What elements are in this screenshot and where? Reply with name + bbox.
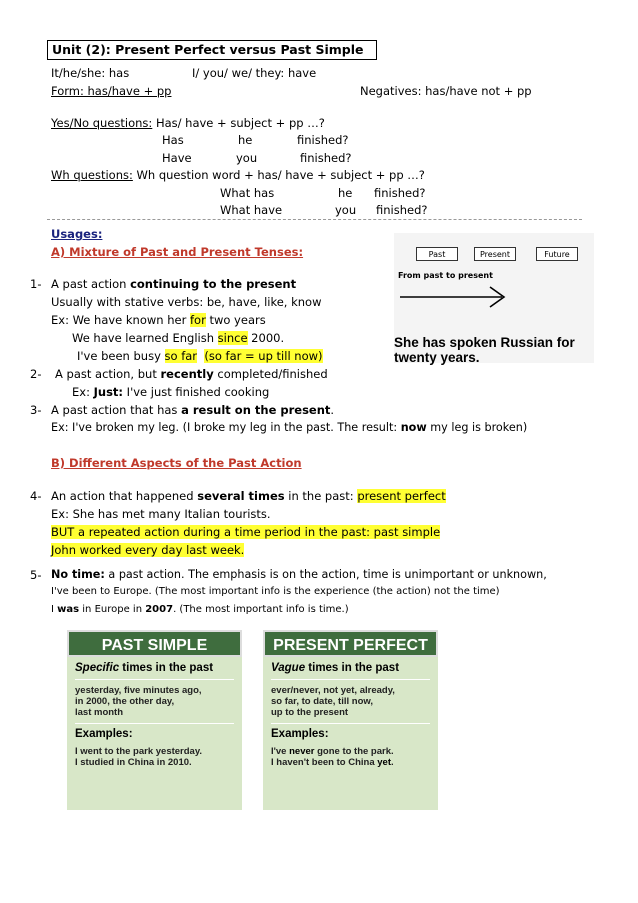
- timeline-quote: [394, 335, 575, 365]
- item4-highlight: present perfect: [357, 489, 446, 503]
- past-simple-example-1: I went to the park yesterday.: [75, 746, 203, 757]
- item3-example: [51, 421, 527, 434]
- item1-ex2-a: We have learned English: [72, 331, 218, 345]
- present-perfect-keyword-line: [271, 663, 430, 674]
- item1-ex3-highlight-1: so far: [164, 349, 198, 363]
- item4-post: in the past:: [284, 489, 358, 503]
- present-perfect-keyword: Vague: [271, 662, 306, 674]
- item1-example-3: [77, 349, 323, 363]
- wh-what-have: What have: [220, 203, 283, 217]
- section-divider: [47, 219, 582, 220]
- yesno-rule: Has/ have + subject + pp …?: [152, 116, 325, 130]
- item1-example-1: [51, 313, 266, 327]
- item1-ex1-a: Ex: We have known her: [51, 313, 190, 327]
- item1-pre: A past action: [51, 277, 131, 291]
- item3-ex-bold: now: [400, 421, 427, 434]
- yesno-you: you: [236, 151, 258, 165]
- past-simple-time-3: last month: [75, 707, 124, 718]
- arrow-right-icon: [398, 283, 508, 311]
- item2-post: completed/finished: [213, 367, 328, 381]
- yesno-line: [51, 116, 325, 130]
- past-simple-example-2: I studied in China in 2010.: [75, 757, 192, 768]
- item1-ex3-a: I've been busy: [77, 349, 165, 363]
- pp-ex2-c: .: [390, 757, 394, 768]
- item1-ex2-highlight: since: [217, 331, 248, 345]
- pronoun-have: I/ you/ we/ they: have: [192, 66, 317, 80]
- wh-he: he: [338, 186, 353, 200]
- item2-pre: A past action, but: [55, 367, 161, 381]
- pp-ex2-yet: yet: [377, 757, 391, 768]
- item2-ex-c: I've just finished cooking: [123, 385, 270, 399]
- wh-line: [51, 168, 425, 182]
- item4-bold: several times: [197, 489, 285, 503]
- item5-post: a past action. The emphasis is on the action, time is unimportant or unknown,: [104, 568, 547, 581]
- item5-ex2-was: was: [57, 604, 80, 615]
- item5-example-1: I've been to Europe. (The most important info is the experience (the action) not the time): [51, 586, 500, 597]
- section-a-heading: A) Mixture of Past and Present Tenses:: [51, 245, 304, 259]
- item5-ex2-a: I: [51, 604, 58, 615]
- item1-ex2-b: 2000.: [247, 331, 285, 345]
- past-simple-examples-label: Examples:: [75, 728, 133, 740]
- item2-bold: recently: [160, 367, 214, 381]
- wh-finished-1: finished?: [374, 186, 426, 200]
- form-rule: Form: has/have + pp: [51, 84, 172, 98]
- present-perfect-examples-label: Examples:: [271, 728, 329, 740]
- present-perfect-time-3: up to the present: [271, 707, 349, 718]
- item2-ex-bold: Just:: [93, 385, 124, 399]
- timeline-quote-line-1: She has spoken Russian for: [394, 335, 575, 350]
- pp-ex1-c: gone to the park.: [314, 746, 394, 757]
- item5-line: [51, 568, 547, 581]
- item4-number: 4-: [30, 489, 42, 503]
- past-simple-time-2: in 2000, the other day,: [75, 696, 175, 707]
- timeline-figure: [394, 233, 594, 363]
- item1-number: 1-: [30, 277, 42, 291]
- yesno-finished-1: finished?: [297, 133, 349, 147]
- item2-number: 2-: [30, 367, 42, 381]
- item3-ex-a: Ex: I've broken my leg. (I broke my leg in the past. The result:: [51, 421, 401, 434]
- yesno-he: he: [238, 133, 253, 147]
- item1-ex3-highlight-2: (so far = up till now): [204, 349, 323, 363]
- item5-ex2-c: in Europe in: [79, 604, 146, 615]
- yesno-label: Yes/No questions:: [51, 116, 153, 130]
- item5-ex2-e: . (The most important info is time.): [173, 604, 349, 615]
- item3-number: 3-: [30, 403, 42, 417]
- item1-line: [51, 277, 296, 291]
- past-simple-keyword: Specific: [75, 662, 120, 674]
- item4-contrast: BUT a repeated action during a time period in the past: past simple: [51, 525, 441, 539]
- item2-line: [55, 367, 328, 381]
- item2-example: [72, 385, 269, 399]
- past-simple-card: [67, 630, 242, 810]
- section-b-heading: B) Different Aspects of the Past Action: [51, 456, 302, 470]
- yesno-finished-2: finished?: [300, 151, 352, 165]
- yesno-have: Have: [162, 151, 192, 165]
- item3-post: .: [330, 403, 335, 417]
- present-perfect-time-1: ever/never, not yet, already,: [271, 685, 395, 696]
- item4-contrast-example: John worked every day last week.: [51, 543, 245, 557]
- item5-example-2: [51, 604, 349, 615]
- item1-ex1-b: two years: [205, 313, 266, 327]
- item3-line: [51, 403, 334, 417]
- present-perfect-example-1: [271, 746, 430, 757]
- present-perfect-keyword-rest: times in the past: [305, 662, 400, 674]
- timeline-past-box: Past: [416, 247, 458, 261]
- past-simple-keyword-line: [75, 663, 234, 674]
- wh-finished-2: finished?: [376, 203, 428, 217]
- past-simple-time-1: yesterday, five minutes ago,: [75, 685, 202, 696]
- item5-bold: No time:: [51, 568, 105, 581]
- wh-you: you: [335, 203, 357, 217]
- pronoun-has: It/he/she: has: [51, 66, 130, 80]
- item1-example-2: [72, 331, 284, 345]
- page-title: Unit (2): Present Perfect versus Past Simple: [47, 40, 377, 60]
- wh-what-has: What has: [220, 186, 275, 200]
- pp-ex1-never: never: [289, 746, 315, 757]
- past-simple-keyword-rest: times in the past: [119, 662, 214, 674]
- item3-pre: A past action that has: [51, 403, 182, 417]
- present-perfect-example-2: [271, 757, 430, 768]
- timeline-present-box: Present: [474, 247, 516, 261]
- yesno-has: Has: [162, 133, 184, 147]
- item4-line: [51, 489, 446, 503]
- item1-stative: Usually with stative verbs: be, have, like, know: [51, 295, 322, 309]
- present-perfect-divider-1: [271, 679, 430, 680]
- past-simple-divider-2: [75, 723, 234, 724]
- item3-ex-c: my leg is broken): [426, 421, 528, 434]
- item5-number: 5-: [30, 568, 42, 582]
- wh-rule: Wh question word + has/ have + subject + pp …?: [132, 168, 425, 182]
- present-perfect-title: PRESENT PERFECT: [263, 630, 438, 657]
- wh-label: Wh questions:: [51, 168, 133, 182]
- item1-bold: continuing to the present: [130, 277, 297, 291]
- present-perfect-time-2: so far, to date, till now,: [271, 696, 374, 707]
- pp-ex1-a: I've: [271, 746, 290, 757]
- pp-ex2-a: I haven't been to China: [271, 757, 378, 768]
- negatives-rule: Negatives: has/have not + pp: [360, 84, 532, 98]
- item4-pre: An action that happened: [51, 489, 198, 503]
- timeline-quote-line-2: twenty years.: [394, 350, 480, 365]
- present-perfect-divider-2: [271, 723, 430, 724]
- past-simple-divider-1: [75, 679, 234, 680]
- present-perfect-body: [263, 657, 438, 810]
- item1-ex1-highlight: for: [189, 313, 206, 327]
- item3-bold: a result on the present: [181, 403, 331, 417]
- past-simple-title: PAST SIMPLE: [67, 630, 242, 657]
- timeline-caption: From past to present: [398, 271, 493, 280]
- present-perfect-card: [263, 630, 438, 810]
- timeline-future-box: Future: [536, 247, 578, 261]
- item2-ex-a: Ex:: [72, 385, 94, 399]
- past-simple-body: [67, 657, 242, 810]
- item5-ex2-year: 2007: [145, 604, 174, 615]
- usages-heading: Usages:: [51, 227, 103, 241]
- item4-example: Ex: She has met many Italian tourists.: [51, 507, 271, 521]
